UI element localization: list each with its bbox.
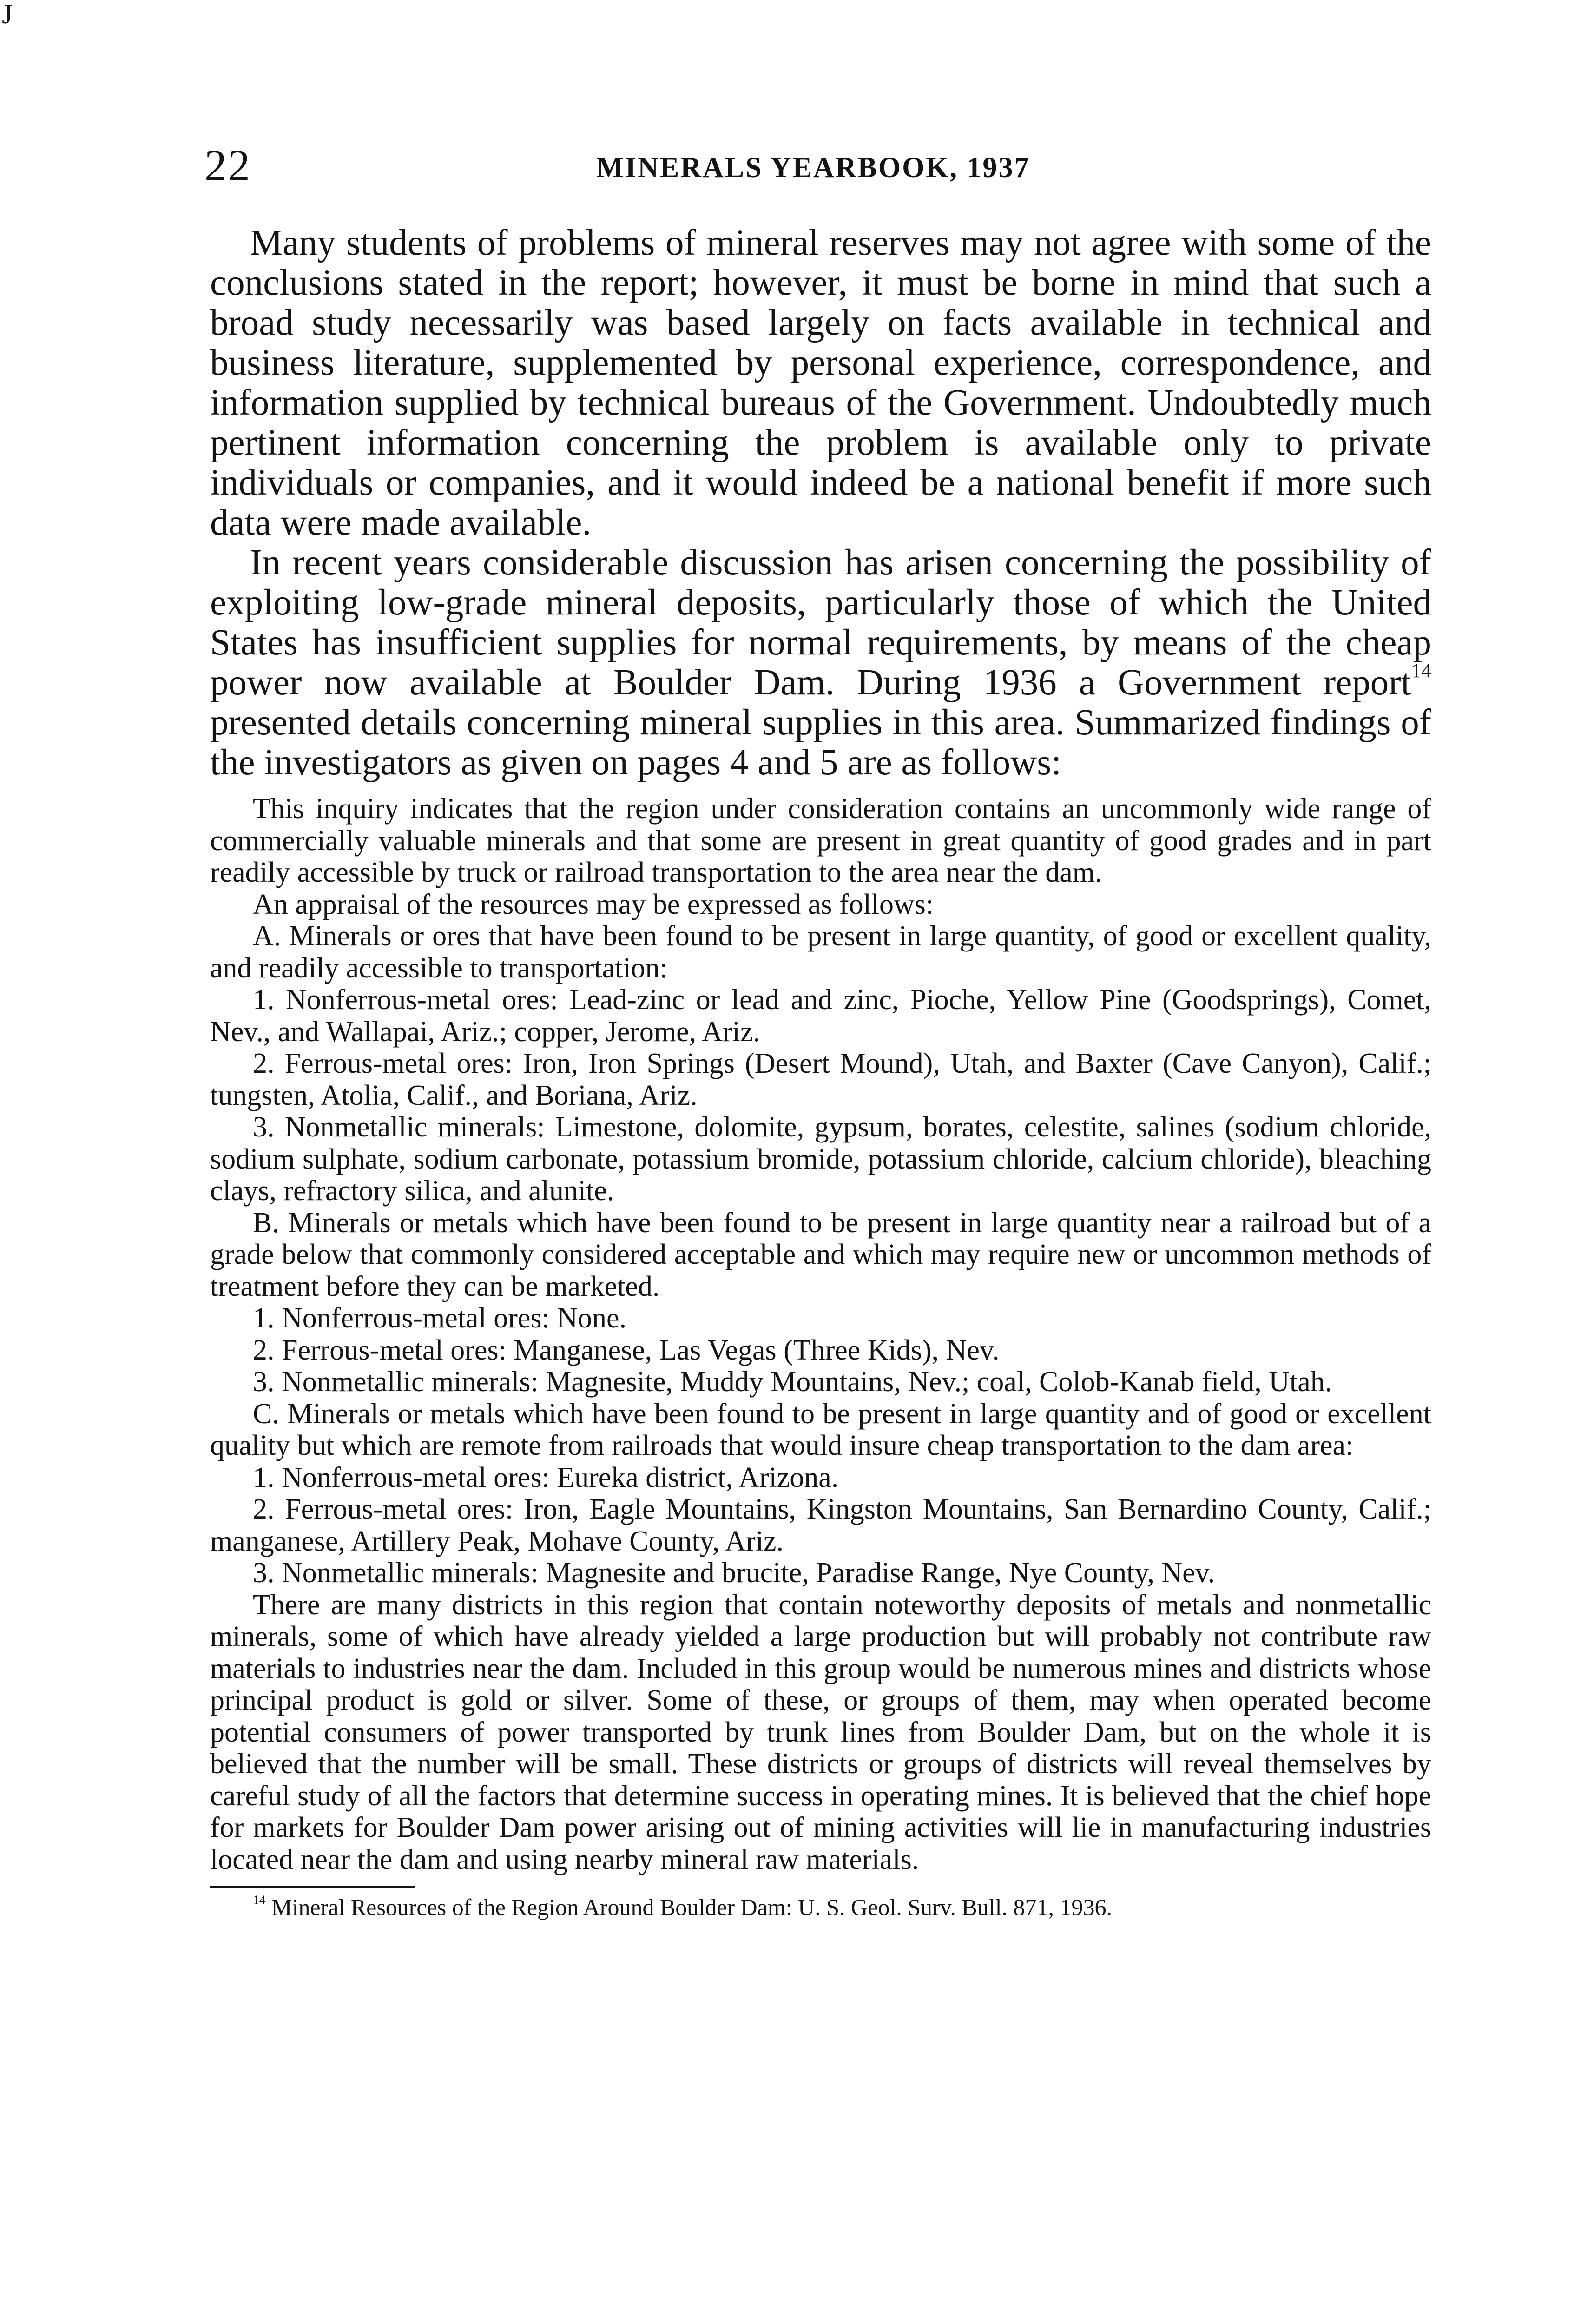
body-text: [210, 223, 1431, 1921]
quote-paragraph: 2. Ferrous-metal ores: Iron, Iron Springs (Desert Mound), Utah, and Baxter (Cave Canyon), Calif.; tungsten, Atolia, Calif., and Boriana, Ariz.: [210, 1048, 1431, 1111]
paragraph-text: presented details concerning mineral supplies in this area. Summarized findings of the investigators as given on pages 4 and 5 are as follows:: [210, 702, 1431, 783]
quote-paragraph: There are many districts in this region that contain noteworthy deposits of metals and nonmetallic minerals, some of which have already yielded a large production but will probably not contribute raw materials to industries near the dam. Included in this group would be numerous mines and districts whose principal product is gold or silver. Some of these, or groups of them, may when operated become potential consumers of power transported by trunk lines from Boulder Dam, but on the whole it is believed that the number will be small. These districts or groups of districts will reveal themselves by careful study of all the factors that determine success in operating mines. It is believed that the chief hope for markets for Boulder Dam power arising out of mining activities will lie in manufacturing industries located near the dam and using nearby mineral raw materials.: [210, 1589, 1431, 1875]
quote-paragraph: 3. Nonmetallic minerals: Limestone, dolomite, gypsum, borates, celestite, salines (sodium chloride, sodium sulphate, sodium carbonate, potassium bromide, potassium chloride, calcium chloride), bleaching clays, refractory silica, and alunite.: [210, 1111, 1431, 1207]
running-head: MINERALS YEARBOOK, 1937: [596, 152, 1030, 184]
quote-paragraph: 3. Nonmetallic minerals: Magnesite and brucite, Paradise Range, Nye County, Nev.: [253, 1557, 1215, 1589]
quote-paragraph: 3. Nonmetallic minerals: Magnesite, Muddy Mountains, Nev.; coal, Colob-Kanab field, Utah.: [253, 1366, 1332, 1398]
paragraph: Many students of problems of mineral reserves may not agree with some of the conclusions stated in the report; however, it must be borne in mind that such a broad study necessarily was based largely on facts available in technical and business literature, supplemented by personal experience, correspondence, and information supplied by technical bureaus of the Government. Undoubtedly much pertinent information concerning the problem is available only to private individuals or companies, and it would indeed be a national benefit if more such data were made available.: [210, 223, 1431, 543]
quote-paragraph: 2. Ferrous-metal ores: Iron, Eagle Mountains, Kingston Mountains, San Bernardino County, Calif.; manganese, Artillery Peak, Mohave County, Ariz.: [210, 1493, 1431, 1557]
corner-mark: J: [2, 0, 13, 29]
quote-paragraph: 2. Ferrous-metal ores: Manganese, Las Vegas (Three Kids), Nev.: [253, 1334, 1000, 1366]
paragraph-text: In recent years considerable discussion has arisen concerning the possibility of exploiting low-grade mineral deposits, particularly those of which the United States has insufficient supplies for normal requirements, by means of the cheap power now available at Boulder Dam. During 1936 a Government report: [210, 542, 1431, 703]
footnote-divider: [210, 1886, 415, 1888]
quoted-findings: [210, 793, 1431, 1875]
footnote: [210, 1893, 1431, 1921]
quote-paragraph: C. Minerals or metals which have been found to be present in large quantity and of good or excellent quality but which are remote from railroads that would insure cheap transportation to the dam area:: [210, 1398, 1431, 1461]
quote-paragraph: 1. Nonferrous-metal ores: Lead-zinc or lead and zinc, Pioche, Yellow Pine (Goodsprings), Comet, Nev., and Wallapai, Ariz.; copper, Jerome, Ariz.: [210, 984, 1431, 1048]
page-number: 22: [204, 140, 251, 190]
paragraph: [210, 543, 1431, 783]
quote-paragraph: 1. Nonferrous-metal ores: Eureka district, Arizona.: [253, 1461, 839, 1493]
quote-paragraph: An appraisal of the resources may be expressed as follows:: [253, 888, 934, 920]
page-header: [204, 139, 1422, 195]
quote-paragraph: A. Minerals or ores that have been found to be present in large quantity, of good or excellent quality, and readily accessible to transportation:: [210, 920, 1431, 984]
quote-paragraph: B. Minerals or metals which have been found to be present in large quantity near a railroad but of a grade below that commonly considered acceptable and which may require new or uncommon methods of treatment before they can be marketed.: [210, 1207, 1431, 1302]
footnote-text: Mineral Resources of the Region Around Boulder Dam: U. S. Geol. Surv. Bull. 871, 1936.: [265, 1894, 1113, 1920]
quote-paragraph: 1. Nonferrous-metal ores: None.: [253, 1302, 627, 1334]
footnote-reference: 14: [1411, 660, 1431, 682]
quote-paragraph: This inquiry indicates that the region under consideration contains an uncommonly wide range of commercially valuable minerals and that some are present in great quantity of good grades and in part readily accessible by truck or railroad transportation to the area near the dam.: [210, 793, 1431, 888]
footnote-marker: 14: [253, 1892, 266, 1907]
